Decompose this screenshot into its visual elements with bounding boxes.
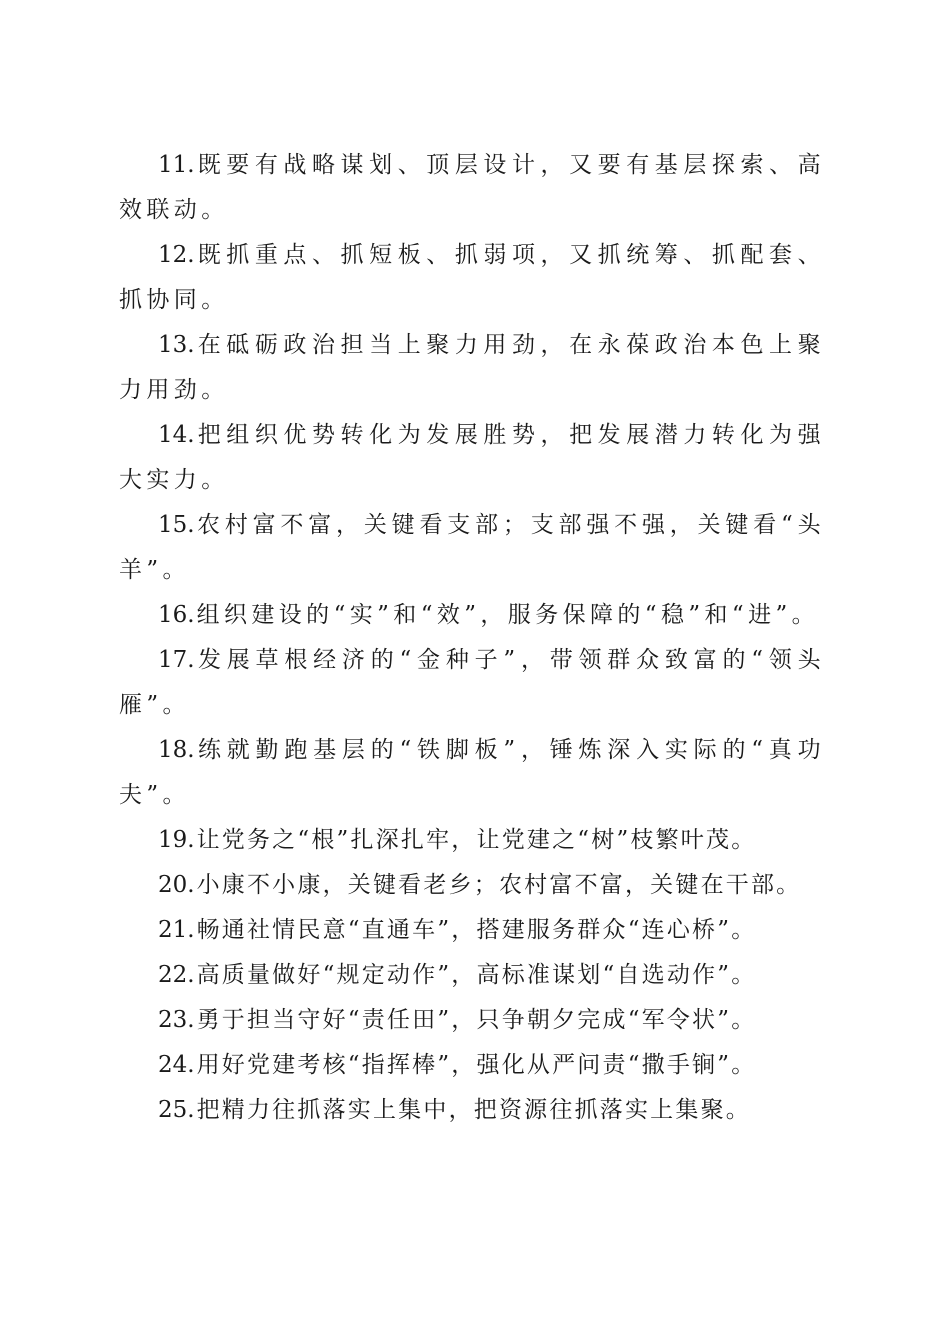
list-item-21 bbox=[119, 908, 825, 953]
item-text: 发展草根经济的“金种子”，带领群众致富的“领头雁”。 bbox=[119, 647, 825, 718]
list-item-12 bbox=[119, 233, 825, 323]
item-number: 21. bbox=[158, 917, 195, 943]
item-number: 18. bbox=[158, 737, 195, 763]
item-text: 农村富不富，关键看支部；支部强不强，关键看“头羊”。 bbox=[119, 512, 825, 583]
list-item-25 bbox=[119, 1088, 825, 1133]
item-number: 23. bbox=[158, 1007, 195, 1033]
item-number: 17. bbox=[158, 647, 195, 673]
item-number: 20. bbox=[158, 872, 195, 898]
item-number: 19. bbox=[158, 827, 195, 853]
list-item-18 bbox=[119, 728, 825, 818]
item-number: 24. bbox=[158, 1052, 195, 1078]
item-text: 既要有战略谋划、顶层设计，又要有基层探索、高效联动。 bbox=[119, 152, 825, 223]
list-item-14 bbox=[119, 413, 825, 503]
item-number: 16. bbox=[158, 602, 195, 628]
item-text: 小康不小康，关键看老乡；农村富不富，关键在干部。 bbox=[196, 872, 802, 898]
list-item-20 bbox=[119, 863, 825, 908]
item-number: 11. bbox=[158, 152, 195, 178]
list-item-24 bbox=[119, 1043, 825, 1088]
item-text: 把精力往抓落实上集中，把资源往抓落实上集聚。 bbox=[196, 1097, 751, 1123]
item-text: 用好党建考核“指挥棒”，强化从严问责“撒手锏”。 bbox=[196, 1052, 757, 1078]
item-number: 14. bbox=[158, 422, 195, 448]
list-item-23 bbox=[119, 998, 825, 1043]
list-item-13 bbox=[119, 323, 825, 413]
item-number: 12. bbox=[158, 242, 195, 268]
list-item-19 bbox=[119, 818, 825, 863]
slogan-list bbox=[119, 143, 825, 1133]
item-number: 15. bbox=[158, 512, 195, 538]
item-text: 既抓重点、抓短板、抓弱项，又抓统筹、抓配套、抓协同。 bbox=[119, 242, 825, 313]
item-number: 22. bbox=[158, 962, 195, 988]
item-text: 练就勤跑基层的“铁脚板”，锤炼深入实际的“真功夫”。 bbox=[119, 737, 825, 808]
item-text: 让党务之“根”扎深扎牢，让党建之“树”枝繁叶茂。 bbox=[196, 827, 757, 853]
list-item-11 bbox=[119, 143, 825, 233]
item-text: 在砥砺政治担当上聚力用劲，在永葆政治本色上聚力用劲。 bbox=[119, 332, 825, 403]
item-number: 13. bbox=[158, 332, 195, 358]
list-item-22 bbox=[119, 953, 825, 998]
list-item-15 bbox=[119, 503, 825, 593]
item-text: 畅通社情民意“直通车”，搭建服务群众“连心桥”。 bbox=[196, 917, 757, 943]
list-item-17 bbox=[119, 638, 825, 728]
item-text: 高质量做好“规定动作”，高标准谋划“自选动作”。 bbox=[196, 962, 757, 988]
item-text: 勇于担当守好“责任田”，只争朝夕完成“军令状”。 bbox=[196, 1007, 757, 1033]
list-item-16 bbox=[119, 593, 825, 638]
item-number: 25. bbox=[158, 1097, 195, 1123]
item-text: 组织建设的“实”和“效”，服务保障的“稳”和“进”。 bbox=[196, 602, 820, 628]
item-text: 把组织优势转化为发展胜势，把发展潜力转化为强大实力。 bbox=[119, 422, 825, 493]
